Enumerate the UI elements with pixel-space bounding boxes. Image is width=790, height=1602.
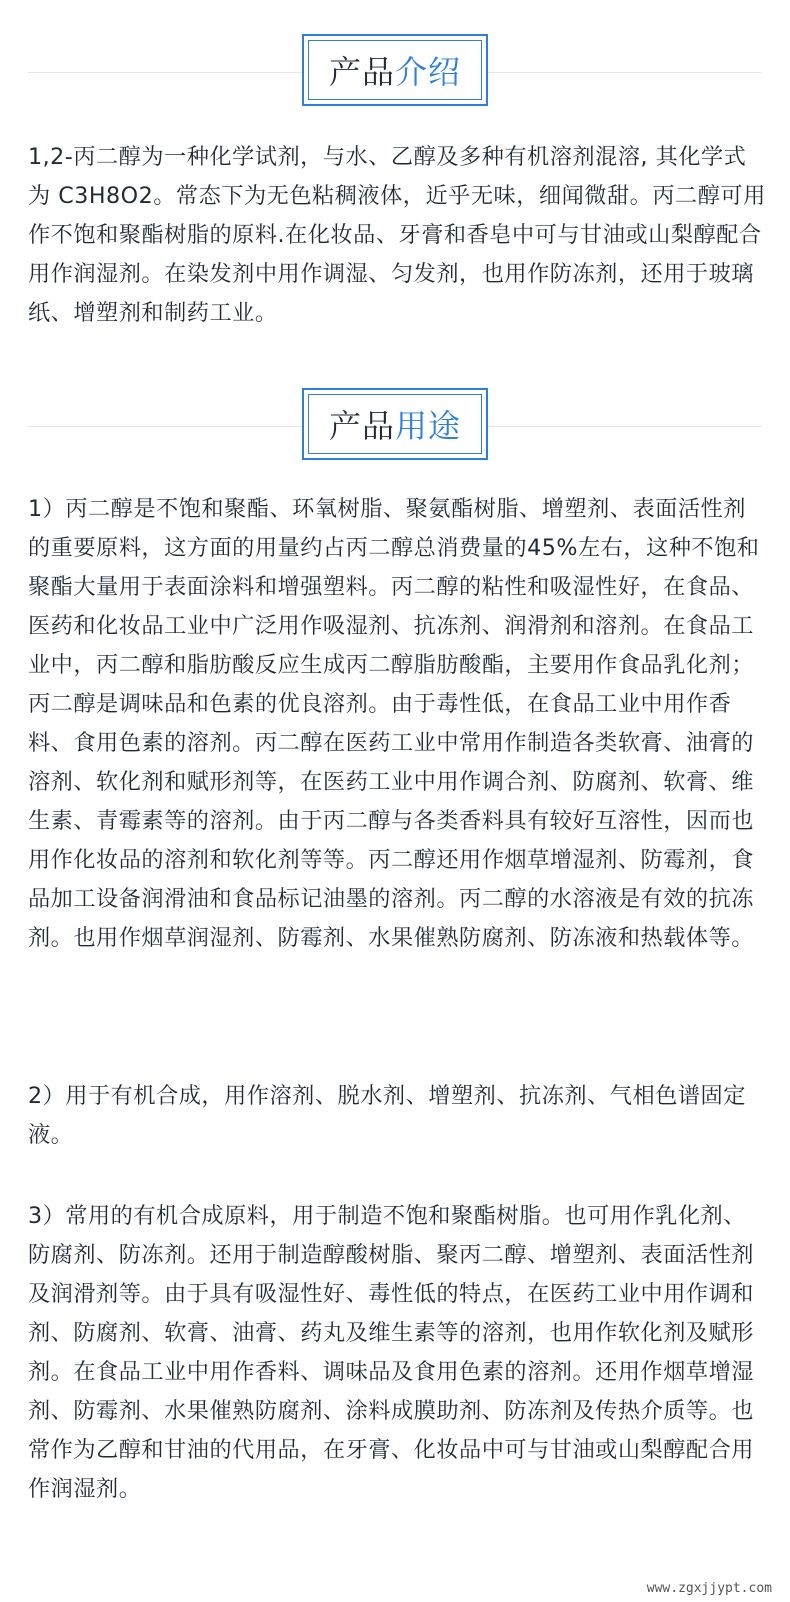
site-watermark: www.zgxjjypt.com: [646, 1581, 772, 1596]
uses-paragraph-3: 3）常用的有机合成原料，用于制造不饱和聚酯树脂。也可用作乳化剂、防腐剂、防冻剂。还用于制造醇酸树脂、聚丙二醇、增塑剂、表面活性剂及润滑剂等。由于具有吸湿性好、毒性低的特点，在医药工业中用作调和剂、防腐剂、软膏、油膏、药丸及维生素等的溶剂，也用作软化剂及赋形剂。在食品工业中用作香料、调味品及食用色素的溶剂。还用作烟草增湿剂、防霉剂、水果催熟防腐剂、涂料成膜助剂、防冻剂及传热介质等。也常作为乙醇和甘油的代用品，在牙膏、化妆品中可与甘油或山梨醇配合用作润湿剂。: [28, 1203, 754, 1502]
uses-title-accent: 用途: [395, 407, 462, 445]
intro-section-header: [0, 34, 790, 112]
uses-paragraph-1: 1）丙二醇是不饱和聚酯、环氧树脂、聚氨酯树脂、增塑剂、表面活性剂的重要原料，这方面的用量约占丙二醇总消费量的45%左右，这种不饱和聚酯大量用于表面涂料和增强塑料。丙二醇的粘性和吸湿性好，在食品、医药和化妆品工业中广泛用作吸湿剂、抗冻剂、润滑剂和溶剂。在食品工业中，丙二醇和脂肪酸反应生成丙二醇脂肪酸酯，主要用作食品乳化剂；丙二醇是调味品和色素的优良溶剂。由于毒性低，在食品工业中用作香料、食用色素的溶剂。丙二醇在医药工业中常用作制造各类软膏、油膏的溶剂、软化剂和赋形剂等，在医药工业中用作调合剂、防腐剂、软膏、维生素、青霉素等的溶剂。由于丙二醇与各类香料具有较好互溶性，因而也用作化妆品的溶剂和软化剂等等。丙二醇还用作烟草增湿剂、防霉剂，食品加工设备润滑油和食品标记油墨的溶剂。丙二醇的水溶液是有效的抗冻剂。也用作烟草润湿剂、防霉剂、水果催熟防腐剂、防冻液和热载体等。: [28, 496, 760, 951]
uses-title: [308, 394, 482, 454]
uses-section-header: [0, 388, 790, 466]
intro-title-main: 产品: [328, 53, 395, 91]
intro-title-accent: 介绍: [395, 53, 462, 91]
intro-paragraph: 1,2-丙二醇为一种化学试剂，与水、乙醇及多种有机溶剂混溶, 其化学式为 C3H8O2。常态下为无色粘稠液体，近乎无味，细闻微甜。丙二醇可用作不饱和聚酯树脂的原料.在化妆品、牙膏和香皂中可与甘油或山梨醇配合用作润湿剂。在染发剂中用作调湿、匀发剂，也用作防冻剂，还用于玻璃纸、增塑剂和制药工业。: [28, 144, 766, 326]
intro-title-box: [302, 34, 488, 106]
uses-title-box: [302, 388, 488, 460]
uses-paragraph-2: 2）用于有机合成，用作溶剂、脱水剂、增塑剂、抗冻剂、气相色谱固定液。: [28, 1083, 746, 1148]
intro-title: [308, 40, 482, 100]
uses-title-main: 产品: [328, 407, 395, 445]
